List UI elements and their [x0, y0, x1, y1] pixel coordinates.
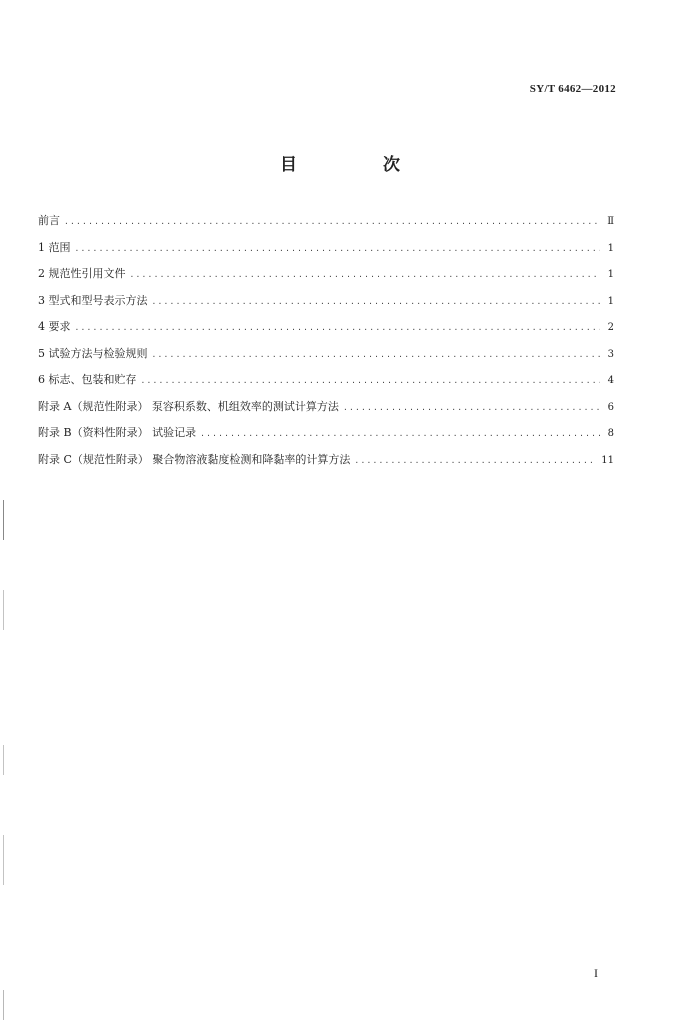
toc-leader-dots: [130, 265, 601, 285]
toc-entry-page: 11: [601, 454, 614, 466]
toc-entry-requirements[interactable]: [38, 317, 614, 344]
toc-entry-scope[interactable]: [38, 238, 614, 265]
toc-entry-normative-references[interactable]: [38, 264, 614, 291]
toc-entry-label: 前言: [38, 214, 60, 227]
toc-entry-test-methods[interactable]: [38, 344, 614, 371]
toc-leader-dots: [200, 424, 600, 444]
page-number: I: [594, 966, 598, 980]
toc-entry-page: 1: [607, 242, 614, 254]
toc-leader-dots: [64, 212, 600, 232]
toc-leader-dots: [75, 239, 601, 259]
toc-entry-label: 附录 A（规范性附录） 泵容积系数、机组效率的测试计算方法: [38, 399, 339, 413]
toc-entry-page: 4: [607, 375, 614, 386]
toc-leader-dots: [343, 398, 600, 418]
toc-leader-dots: [354, 451, 597, 471]
scan-artifact: [3, 500, 4, 540]
page-title: 目 次: [280, 155, 440, 175]
toc-entry-label: 5 试验方法与检验规则: [38, 346, 148, 360]
toc-leader-dots: [152, 292, 601, 312]
standard-code: SY/T 6462—2012: [529, 83, 616, 95]
toc-entry-label: 3 型式和型号表示方法: [38, 293, 148, 307]
table-of-contents: [38, 211, 614, 476]
toc-entry-page: Ⅱ: [607, 216, 614, 227]
scan-artifact: [3, 590, 4, 630]
toc-entry-annex-b[interactable]: [38, 423, 614, 450]
toc-entry-annex-c[interactable]: [38, 450, 614, 477]
toc-entry-page: 8: [607, 428, 614, 439]
toc-entry-marking-packaging[interactable]: [38, 370, 614, 397]
toc-entry-foreword[interactable]: [38, 211, 614, 238]
toc-entry-label: 4 要求: [38, 320, 71, 333]
toc-entry-label: 附录 C（规范性附录） 聚合物溶液黏度检测和降黏率的计算方法: [38, 452, 351, 466]
toc-entry-page: 6: [607, 401, 614, 413]
toc-entry-label: 6 标志、包装和贮存: [38, 373, 137, 386]
scan-artifact: [3, 835, 4, 885]
toc-entry-label: 2 规范性引用文件: [38, 267, 126, 280]
toc-leader-dots: [141, 371, 601, 391]
toc-leader-dots: [152, 345, 601, 365]
toc-leader-dots: [75, 318, 601, 338]
toc-entry-type-designation[interactable]: [38, 291, 614, 318]
scan-artifact: [3, 990, 4, 1020]
toc-entry-annex-a[interactable]: [38, 397, 614, 424]
toc-entry-label: 1 范围: [38, 240, 71, 254]
toc-entry-page: 1: [607, 295, 614, 307]
toc-entry-page: 3: [607, 348, 614, 360]
toc-entry-page: 2: [607, 322, 614, 333]
scan-artifact: [3, 745, 4, 775]
toc-entry-page: 1: [607, 269, 614, 280]
toc-entry-label: 附录 B（资料性附录） 试验记录: [38, 426, 197, 439]
